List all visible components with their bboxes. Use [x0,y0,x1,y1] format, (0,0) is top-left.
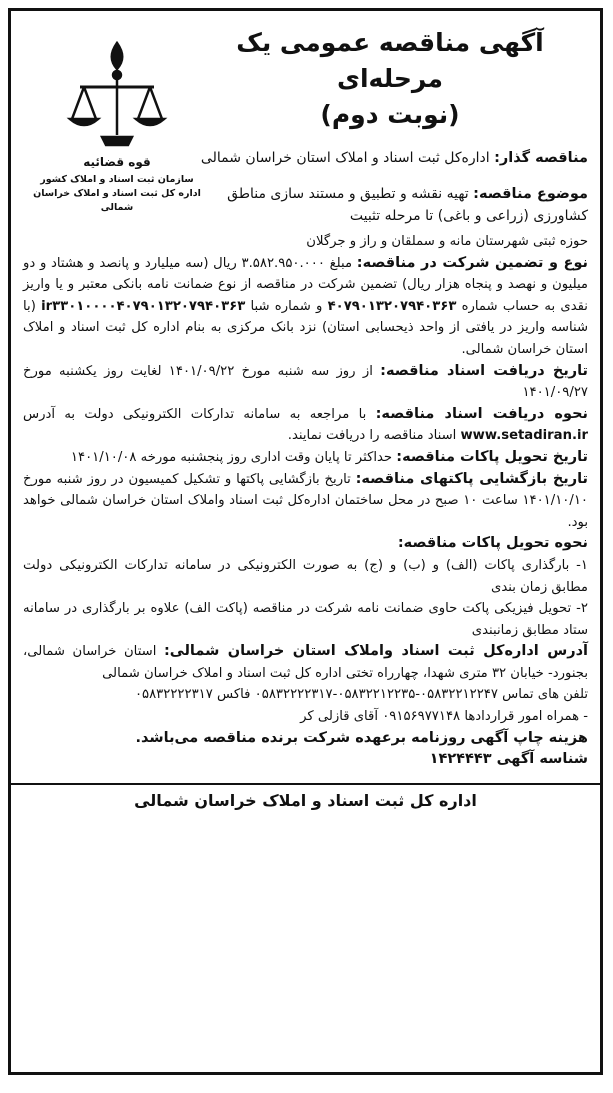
subject-field [200,183,588,227]
account-number: ۴۰۷۹۰۱۳۲۰۷۹۴۰۳۶۳ [327,298,457,314]
guarantee-text-3: (با شناسه واریز در یافتی از واحد ذیحسابی استان) نزد بانک مرکزی به بنام اداره کل ثبت اسناد و املاک استان خراسان شمالی. [23,298,588,357]
delivery-method-section [23,533,588,555]
receive-method-value-1: با مراجعه به سامانه تدارکات الکترونیکی دولت به آدرس [23,406,367,422]
setadiran-link[interactable]: www.setadiran.ir [460,428,588,444]
receive-date-section [23,361,588,404]
emblem-org-line-2: اداره کل ثبت اسناد و املاک خراسان شمالی [33,188,201,213]
delivery-method-item-1: ۱- بارگذاری پاکات (الف) و (ب) و (ج) به صورت الکترونیکی در سامانه تدارکات الکترونیکی دولت مطابق زمان بندی [23,557,588,595]
subject-label: موضوع مناقصه: [473,186,588,202]
emblem-motto: قوه قضائیه [83,155,151,169]
delivery-date-label: تاریخ تحویل پاکات مناقصه: [396,448,588,465]
scales-of-justice-icon [62,35,172,153]
phones-line-1: تلفن های تماس ۰۵۸۳۲۲۱۲۲۴۷-۰۵۸۳۲۲۱۲۲۳۵-۰۵۸۳۲۲۲۲۳۱۷ فاکس ۰۵۸۳۲۲۲۲۳۱۷ [134,687,588,703]
address-value: استان خراسان شمالی، بجنورد- خیابان ۳۲ متری شهدا، چهارراه تختی اداره کل ثبت اسناد و املاک خراسان شمالی [23,644,588,681]
receive-date-label: تاریخ دریافت اسناد مناقصه: [380,362,588,379]
notice-title [190,25,590,133]
delivery-date-value: حداکثر تا پایان وقت اداری روز پنجشنبه مورخه ۱۴۰۱/۱۰/۰۸ [70,449,393,465]
ad-id: شناسه آگهی ۱۴۲۴۴۴۳ [429,751,588,768]
title-line-1: آگهی مناقصه عمومی یک مرحله‌ای [236,28,544,93]
guarantee-text-2: و شماره شبا [250,298,323,314]
receive-date-value: از روز سه شنبه مورخ ۱۴۰۱/۰۹/۲۲ لغایت روز یکشنبه مورخ ۱۴۰۱/۰۹/۲۷ [23,363,588,401]
guarantee-label: نوع و تضمین شرکت در مناقصه: [356,254,588,271]
emblem-org-line-1: سازمان ثبت اسناد و املاک کشور [40,174,194,185]
address-section [23,641,588,684]
receive-method-value-2: اسناد مناقصه را دریافت نمایند. [287,428,457,444]
delivery-method-label: نحوه تحویل پاکات مناقصه: [397,535,588,552]
opening-date-section [23,469,588,534]
sheba-number: ir۳۳۰۱۰۰۰۰۴۰۷۹۰۱۳۲۰۷۹۴۰۳۶۳ [41,298,246,314]
opening-date-value: تاریخ بازگشایی پاکتها و تشکیل کمیسیون در روز شنبه مورخ ۱۴۰۱/۱۰/۱۰ ساعت ۱۰ صبح در محل ساختمان اداره‌کل ثبت اسناد واملاک استان خراسان شمالی خواهد بود. [23,471,588,530]
guarantee-section [23,253,588,361]
opening-date-label: تاریخ بازگشایی پاکتهای مناقصه: [355,470,588,487]
header-fields [200,133,588,241]
receive-method-label: نحوه دریافت اسناد مناقصه: [375,405,588,422]
receive-method-section [23,404,588,447]
organizer-field [200,147,588,169]
organizer-label: مناقصه گذار: [494,150,588,166]
notice-header [11,11,600,231]
guarantee-text-1: مبلغ ۳.۵۸۲.۹۵۰.۰۰۰ ریال (سه میلیارد و پانصد و هشتاد و دو میلیون و نهصد و پنجاه هزار ریال) تضمین شرکت در مناقصه از نوع ضمانت نامه بانکی معتبر و یا واریز نقدی به حساب شماره [23,255,588,314]
subject-value: تهیه نقشه و تطبیق و مستند سازی مناطق کشاورزی (زراعی و باغی) تا مرحله تثبیت [227,186,588,224]
notice-body [11,231,600,771]
title-line-2: (نوبت دوم) [320,100,460,129]
subject-continuation: حوزه ثبتی شهرستان مانه و سملقان و راز و جرگلان [306,234,588,249]
cost-note: هزینه چاپ آگهی روزنامه برعهده شرکت برنده مناقصه می‌باشد. [135,729,588,746]
delivery-method-item-2: ۲- تحویل فیزیکی پاکت حاوی ضمانت نامه شرکت در مناقصه (پاکت الف) علاوه بر بارگذاری در سامانه ستاد مطابق زمانبندی [23,601,588,638]
organizer-value: اداره‌کل ثبت اسناد و املاک استان خراسان شمالی [200,150,490,166]
emblem-org [17,173,217,215]
address-label: آدرس اداره‌کل ثبت اسناد واملاک استان خراسان شمالی: [164,643,588,660]
footer-signature: اداره کل ثبت اسناد و املاک خراسان شمالی [134,790,477,810]
notice-page [8,8,603,1075]
delivery-date-section [23,447,588,469]
judiciary-emblem [17,35,217,235]
phones-line-2: - همراه امور قراردادها ۰۹۱۵۶۹۷۷۱۴۸ آقای قازلی کر [300,709,588,725]
